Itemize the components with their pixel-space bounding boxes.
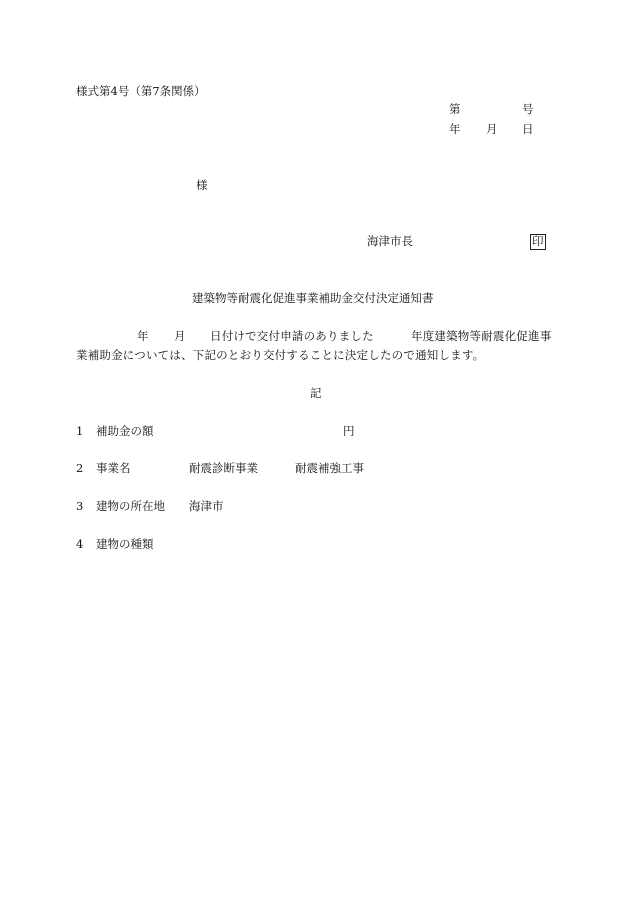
- document-title: 建築物等耐震化促進事業補助金交付決定通知書: [192, 291, 434, 305]
- item-2-number: 2: [76, 461, 84, 475]
- item-3-number: 3: [76, 499, 84, 513]
- item-2-label: 事業名: [96, 461, 131, 475]
- document-number-prefix: 第: [449, 102, 461, 116]
- item-4-number: 4: [76, 537, 84, 551]
- body-month: 月: [174, 329, 186, 343]
- recipient-honorific: 様: [196, 178, 208, 192]
- document-number-suffix: 号: [522, 102, 534, 116]
- item-3-label: 建物の所在地: [96, 499, 165, 513]
- item-1-value: 円: [343, 424, 355, 438]
- date-month: 月: [486, 122, 498, 136]
- sender-name: 海津市長: [367, 234, 413, 248]
- form-header: 様式第4号（第7条関係）: [76, 84, 206, 98]
- date-day: 日: [522, 122, 534, 136]
- body-text-b: 年度建築物等耐震化促進事: [411, 329, 552, 343]
- item-4-label: 建物の種類: [96, 537, 154, 551]
- item-1-label: 補助金の額: [96, 424, 154, 438]
- ki-heading: 記: [310, 386, 322, 400]
- body-text-a: 日付けで交付申請のありました: [210, 329, 374, 343]
- item-2-option-diagnosis: 耐震診断事業: [189, 461, 258, 475]
- item-2-option-reinforcement: 耐震補強工事: [295, 461, 364, 475]
- seal-mark: [530, 234, 546, 250]
- seal-stamp: 印: [532, 234, 544, 248]
- body-line-2: 業補助金については、下記のとおり交付することに決定したので通知します。: [76, 348, 485, 362]
- body-year: 年: [137, 329, 149, 343]
- item-1-number: 1: [76, 424, 84, 438]
- date-year: 年: [449, 122, 461, 136]
- item-3-value: 海津市: [189, 499, 224, 513]
